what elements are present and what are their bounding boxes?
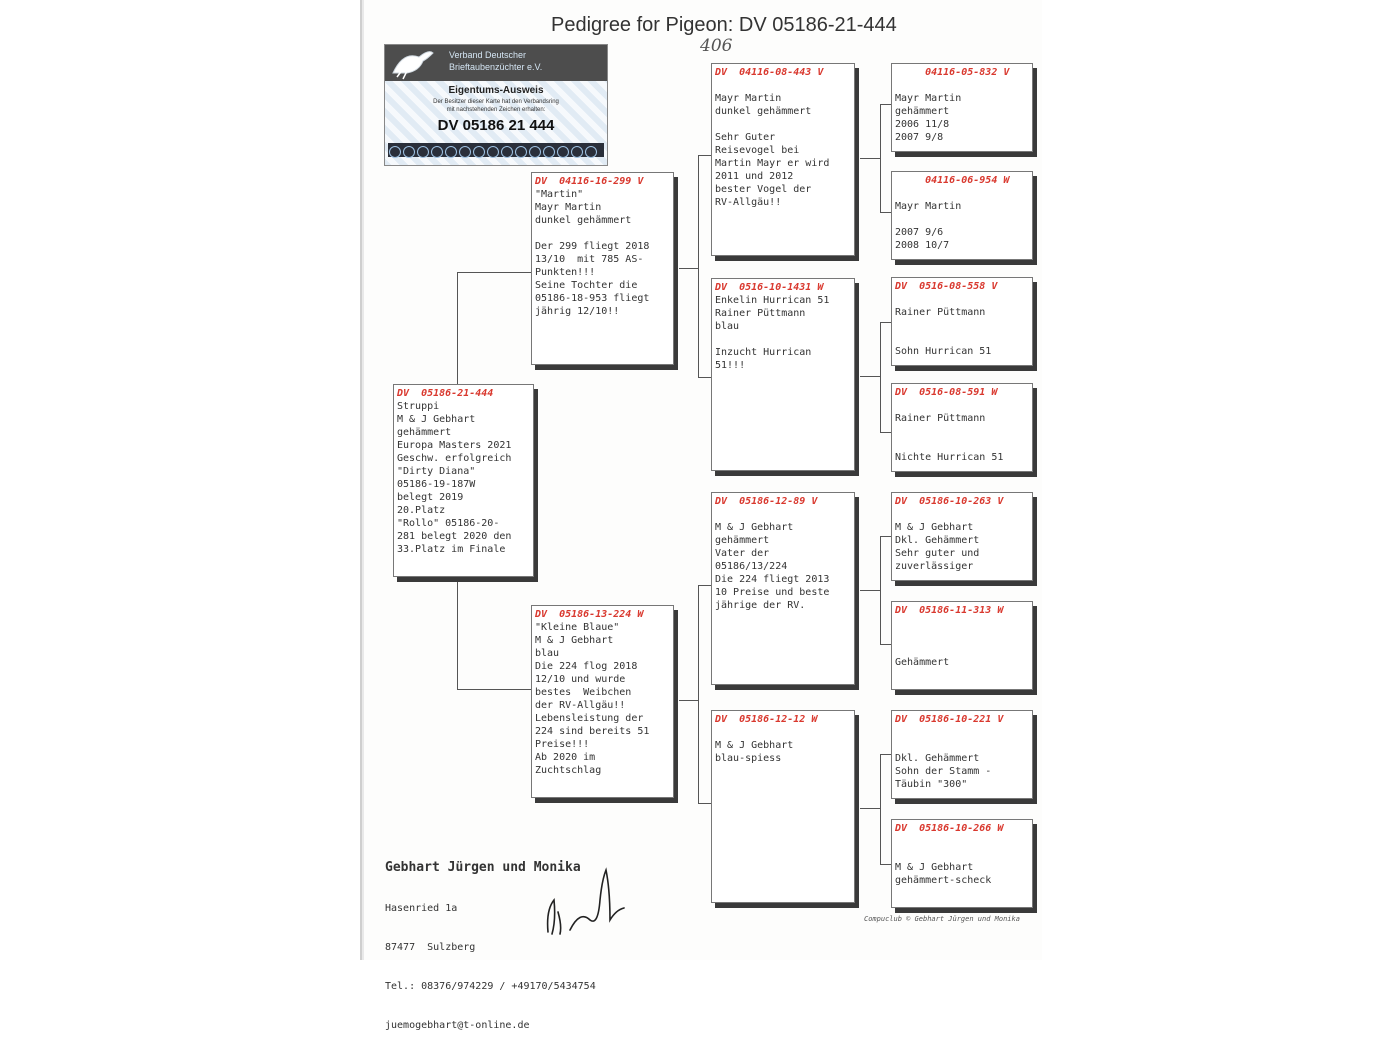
ring-number: DV 05186-10-221 V — [895, 714, 1004, 725]
pigeon-box-dam-dam — [711, 710, 855, 903]
pigeon-box-dss — [891, 492, 1033, 581]
pigeon-notes: Enkelin Hurrican 51 Rainer Püttmann blau Inzucht Hurrican 51!!! — [715, 295, 830, 371]
pigeon-notes: Mayr Martin 2007 9/6 2008 10/7 — [895, 201, 962, 251]
connector-line — [679, 268, 698, 269]
pigeon-box-dsd — [891, 601, 1033, 690]
connector-line — [860, 808, 880, 809]
pigeon-box-sire-dam — [711, 278, 855, 471]
breeder-street: Hasenried 1a — [385, 903, 458, 914]
connector-line — [679, 700, 698, 701]
connector-line — [880, 104, 891, 105]
connector-line — [880, 644, 891, 645]
footer-credit: Compuclub © Gebhart Jürgen und Monika — [864, 915, 1020, 923]
connector-line — [457, 272, 458, 384]
ring-number: DV 04116-08-443 V — [715, 67, 824, 78]
pigeon-box-dds — [891, 710, 1033, 799]
connector-line — [860, 158, 880, 159]
ring-number: DV 0516-08-558 V — [895, 281, 998, 292]
page-title: Pedigree for Pigeon: DV 05186-21-444 — [551, 14, 897, 36]
ring-number: DV 0516-08-591 W — [895, 387, 998, 398]
ring-number: 04116-06-954 W — [895, 175, 1010, 186]
ring-number: DV 05186-11-313 W — [895, 605, 1004, 616]
pigeon-notes: Mayr Martin gehämmert 2006 11/8 2007 9/8 — [895, 93, 962, 143]
pigeon-notes: Mayr Martin dunkel gehämmert Sehr Guter Reisevogel bei Martin Mayr er wird 2011 und 2012 bester Vogel der RV-Allgäu!! — [715, 93, 830, 208]
connector-line — [698, 377, 711, 378]
connector-line — [880, 212, 891, 213]
pigeon-logo-icon — [389, 47, 437, 81]
handwritten-number: 406 — [700, 36, 733, 56]
connector-line — [880, 754, 891, 755]
pigeon-notes: "Martin" Mayr Martin dunkel gehämmert Der 299 fliegt 2018 13/10 mit 785 AS- Punkten!!! Seine Tochter die 05186-18-953 fliegt jährig 12/10!! — [535, 189, 650, 317]
pigeon-box-sdd — [891, 383, 1033, 472]
pigeon-notes: M & J Gebhart gehämmert-scheck — [895, 862, 992, 886]
connector-line — [880, 322, 881, 432]
connector-line — [457, 689, 531, 690]
ring-number: DV 04116-16-299 V — [535, 176, 644, 187]
connector-line — [880, 536, 881, 644]
pigeon-box-sss — [891, 63, 1033, 152]
connector-line — [860, 590, 880, 591]
pigeon-box-sds — [891, 277, 1033, 366]
connector-line — [457, 272, 531, 273]
pigeon-box-sire — [531, 172, 674, 365]
pigeon-box-dam — [531, 605, 674, 798]
pigeon-notes: Dkl. Gehämmert Sohn der Stamm - Täubin "300" — [895, 753, 992, 790]
pigeon-box-subject — [393, 384, 534, 577]
card-note: Der Besitzer dieser Karte hat den Verbandsring mit nachstehenden Zeichen erhalten: — [433, 99, 559, 113]
pigeon-notes: Gehämmert — [895, 657, 950, 668]
card-heading: Eigentums-Ausweis — [448, 85, 544, 96]
ring-number: DV 05186-13-224 W — [535, 609, 644, 620]
breeder-city: 87477 Sulzberg — [385, 942, 476, 953]
ownership-card — [384, 44, 608, 166]
ring-number: DV 0516-10-1431 W — [715, 282, 824, 293]
connector-line — [880, 432, 891, 433]
connector-line — [698, 155, 711, 156]
connector-line — [457, 580, 458, 689]
connector-line — [880, 104, 881, 212]
connector-line — [698, 585, 711, 586]
connector-line — [860, 376, 880, 377]
pigeon-box-dam-sire — [711, 492, 855, 685]
ring-number: DV 05186-12-89 V — [715, 496, 818, 507]
breeder-name: Gebhart Jürgen und Monika — [385, 860, 581, 875]
ring-number: DV 05186-21-444 — [397, 388, 494, 399]
connector-line — [698, 803, 711, 804]
pigeon-notes: Rainer Püttmann Nichte Hurrican 51 — [895, 413, 1004, 463]
card-ring-number: DV 05186 21 444 — [437, 117, 555, 134]
breeder-email: juemogebhart@t-online.de — [385, 1020, 530, 1031]
pigeon-notes: M & J Gebhart Dkl. Gehämmert Sehr guter und zuverlässiger — [895, 522, 980, 572]
pigeon-notes: Rainer Püttmann Sohn Hurrican 51 — [895, 307, 992, 357]
connector-line — [880, 322, 891, 323]
pigeon-box-ssd — [891, 171, 1033, 260]
pigeon-box-sire-sire — [711, 63, 855, 256]
card-ring-strip — [388, 143, 604, 157]
connector-line — [880, 864, 891, 865]
pigeon-box-ddd — [891, 819, 1033, 908]
pigeon-notes: Struppi M & J Gebhart gehämmert Europa Masters 2021 Geschw. erfolgreich "Dirty Diana" 05186-19-187W belegt 2019 20.Platz "Rollo" 05186-20- 281 belegt 2020 den 33.Platz im Finale — [397, 401, 512, 555]
connector-line — [698, 155, 699, 377]
ring-number: DV 05186-10-266 W — [895, 823, 1004, 834]
ring-number: DV 05186-12-12 W — [715, 714, 818, 725]
ring-number: DV 05186-10-263 V — [895, 496, 1004, 507]
connector-line — [698, 585, 699, 803]
association-name: Verband Deutscher Brieftaubenzüchter e.V. — [449, 50, 543, 72]
pigeon-notes: M & J Gebhart gehämmert Vater der 05186/13/224 Die 224 fliegt 2013 10 Preise und beste jährige der RV. — [715, 522, 830, 611]
connector-line — [880, 754, 881, 864]
signature — [540, 860, 640, 940]
pigeon-notes: "Kleine Blaue" M & J Gebhart blau Die 224 flog 2018 12/10 und wurde bestes Weibchen der RV-Allgäu!! Lebensleistung der 224 sind bereits 51 Preise!!! Ab 2020 im Zuchtschlag — [535, 622, 650, 776]
ring-number: 04116-05-832 V — [895, 67, 1010, 78]
connector-line — [880, 536, 891, 537]
breeder-phone: Tel.: 08376/974229 / +49170/5434754 — [385, 981, 596, 992]
pigeon-notes: M & J Gebhart blau-spiess — [715, 740, 794, 764]
